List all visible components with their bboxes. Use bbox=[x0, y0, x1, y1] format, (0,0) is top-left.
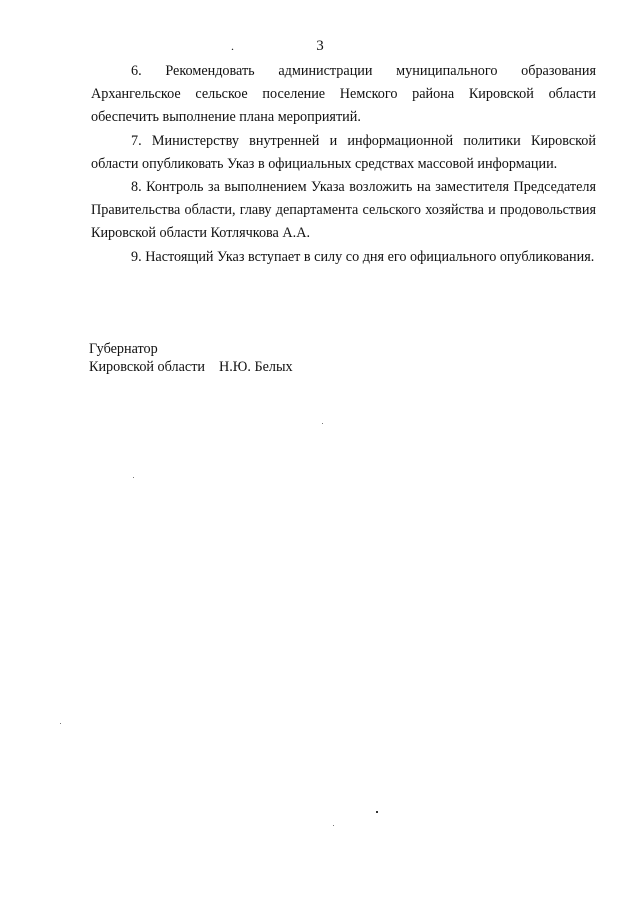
signatory-name: Н.Ю. Белых bbox=[219, 359, 293, 375]
signature-region: Кировской области bbox=[89, 359, 205, 375]
signature-title-line1: Губернатор bbox=[89, 341, 158, 357]
scan-speck bbox=[133, 477, 134, 478]
scan-speck bbox=[60, 723, 61, 724]
paragraph-7: 7. Министерству внутренней и информационной политики Кировской области опубликовать Указ в официальных средствах массовой информации. bbox=[91, 132, 596, 172]
paragraph-9: 9. Настоящий Указ вступает в силу со дня его официального опубликования. bbox=[131, 248, 595, 265]
header-dot-mark: . bbox=[231, 39, 234, 53]
scan-speck bbox=[333, 825, 334, 826]
decree-body bbox=[91, 60, 596, 269]
paragraph-6: 6. Рекомендовать администрации муниципального образования Архангельское сельское поселение Немского района Кировской области обеспечить выполнение плана мероприятий. bbox=[91, 63, 596, 126]
scan-speck bbox=[322, 423, 323, 424]
paragraph-8: 8. Контроль за выполнением Указа возложить на заместителя Председателя Правительства области, главу департамента сельского хозяйства и продовольствия Кировской области Котлячкова А.А. bbox=[91, 179, 596, 242]
page-number: 3 bbox=[316, 38, 324, 54]
signature-title-line2 bbox=[89, 358, 293, 376]
scan-speck bbox=[376, 811, 378, 813]
signature-block bbox=[89, 340, 293, 376]
